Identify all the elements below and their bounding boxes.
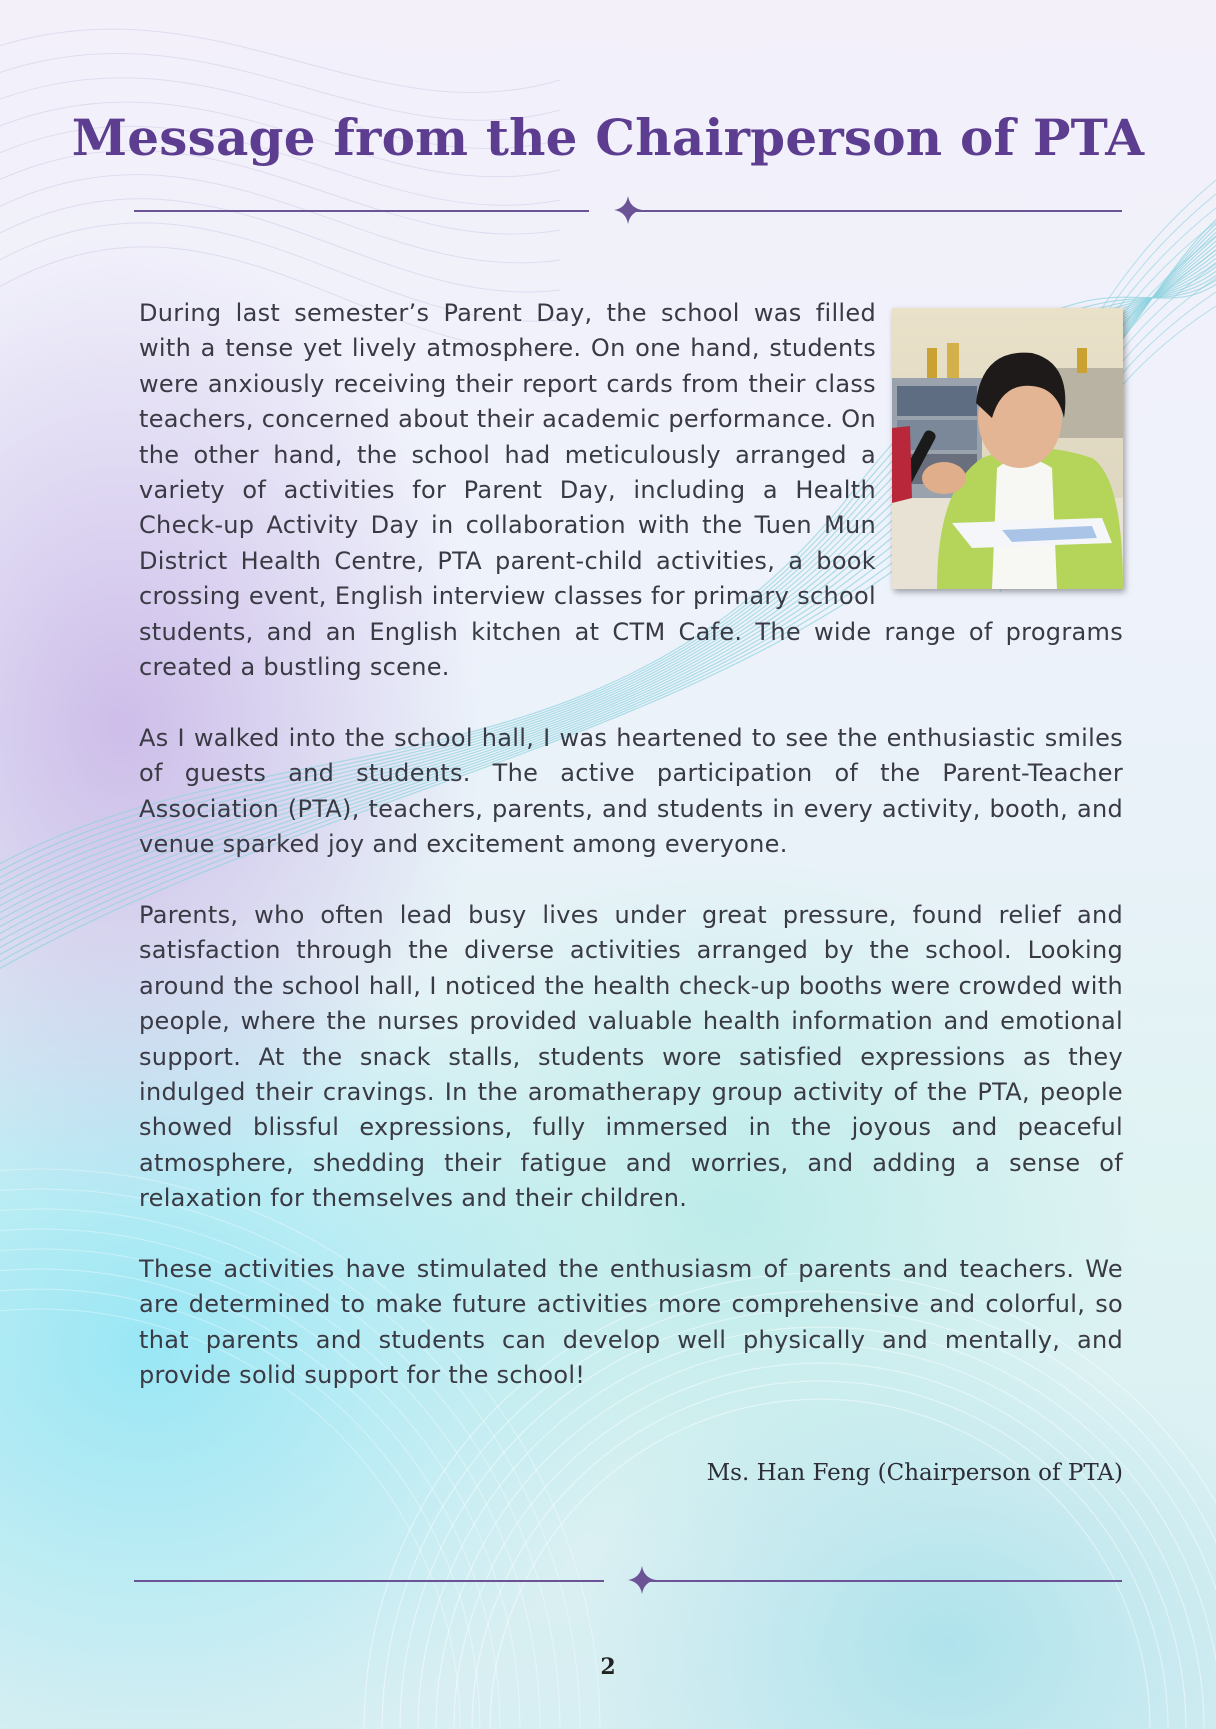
paragraph-1: During last semester’s Parent Day, the school was filled with a tense yet lively atmosphere. On one hand, students were anxiously receiving their report cards from their class teachers, concerned about their academic performance. On the other hand, the school had meticulously arranged a variety of activities for Parent Day, including a Health Check-up Activity Day in collaboration with the Tuen Mun District Health Centre, PTA parent-child activities, a book crossing event, English interview classes for primary school students, and an English kitchen at CTM Cafe. The wide range of programs created a bustling scene. — [139, 299, 1123, 682]
chairperson-photo — [892, 308, 1123, 589]
page-number: 2 — [600, 1654, 616, 1680]
paragraph-4: These activities have stimulated the enthusiasm of parents and teachers. We are determined to make future activities more comprehensive and colorful, so that parents and students can develop well physically and mentally, and provide solid support for the school! — [139, 1254, 1123, 1390]
paragraph-2: As I walked into the school hall, I was heartened to see the enthusiastic smiles of guests and students. The active participation of the Parent-Teacher Association (PTA), teachers, parents, and students in every activity, booth, and venue sparked joy and excitement among everyone. — [139, 723, 1123, 859]
signature: Ms. Han Feng (Chairperson of PTA) — [706, 1460, 1123, 1486]
message-body — [139, 296, 1123, 1429]
page-title: Message from the Chairperson of PTA — [71, 108, 1145, 167]
paragraph-3: Parents, who often lead busy lives under great pressure, found relief and satisfaction through the diverse activities arranged by the school. Looking around the school hall, I noticed the health check-up booths were crowded with people, where the nurses provided valuable health information and emotional support. At the snack stalls, students wore satisfied expressions as they indulged their cravings. In the aromatherapy group activity of the PTA, people showed blissful expressions, fully immersed in the joyous and peaceful atmosphere, shedding their fatigue and worries, and adding a sense of relaxation for themselves and their children. — [139, 900, 1123, 1213]
